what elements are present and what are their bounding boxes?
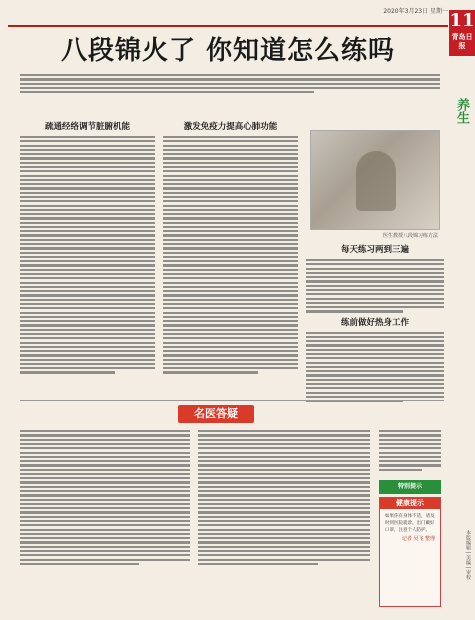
tip-box	[379, 497, 441, 607]
page-number: 11	[449, 10, 475, 31]
column-1	[20, 117, 155, 376]
body-text	[20, 136, 155, 374]
article-photo	[310, 130, 440, 230]
section-heading-1: 疏通经络调节脏腑机能	[44, 122, 130, 132]
body-text	[306, 259, 444, 313]
section-heading-3: 每天练习两到三遍	[340, 245, 409, 255]
body-text	[20, 430, 190, 565]
column-3	[306, 240, 444, 404]
paper-brand: 青岛日报	[451, 32, 473, 50]
special-note-heading: 特别提示	[379, 480, 441, 494]
body-text	[379, 430, 441, 471]
tip-body: 如果你有身体不适，请及时到医院就诊。出门戴好口罩，注意个人防护。	[385, 514, 435, 533]
qa-column-1	[20, 428, 190, 567]
article-lead	[20, 72, 440, 96]
photo-caption: 医生教授八段锦习练方法	[382, 233, 438, 239]
qa-column-3	[379, 428, 441, 473]
body-text	[198, 430, 370, 565]
article-title: 八段锦火了 你知道怎么练吗	[60, 36, 396, 66]
column-2	[163, 117, 298, 376]
tip-signature: 记者 吴飞 整理	[401, 536, 435, 542]
body-text	[306, 332, 444, 403]
section-heading-4: 练前做好热身工作	[340, 317, 409, 328]
right-sidebar	[448, 0, 475, 620]
page-badge	[449, 10, 475, 56]
header-rule	[8, 25, 448, 27]
bottom-heading: 名医答疑	[178, 405, 254, 423]
issue-date: 2020年3月23日 星期一	[383, 7, 448, 15]
section-name: 养生	[454, 98, 469, 124]
editor-credits: 本版编辑 | 美编 | 审校	[465, 530, 471, 580]
section-divider	[20, 400, 444, 401]
page-header	[8, 4, 448, 16]
section-heading-2: 激发免疫力提高心肺功能	[183, 122, 278, 132]
body-text	[163, 136, 298, 374]
tip-heading: 健康提示	[380, 498, 440, 509]
qa-column-2	[198, 428, 370, 567]
